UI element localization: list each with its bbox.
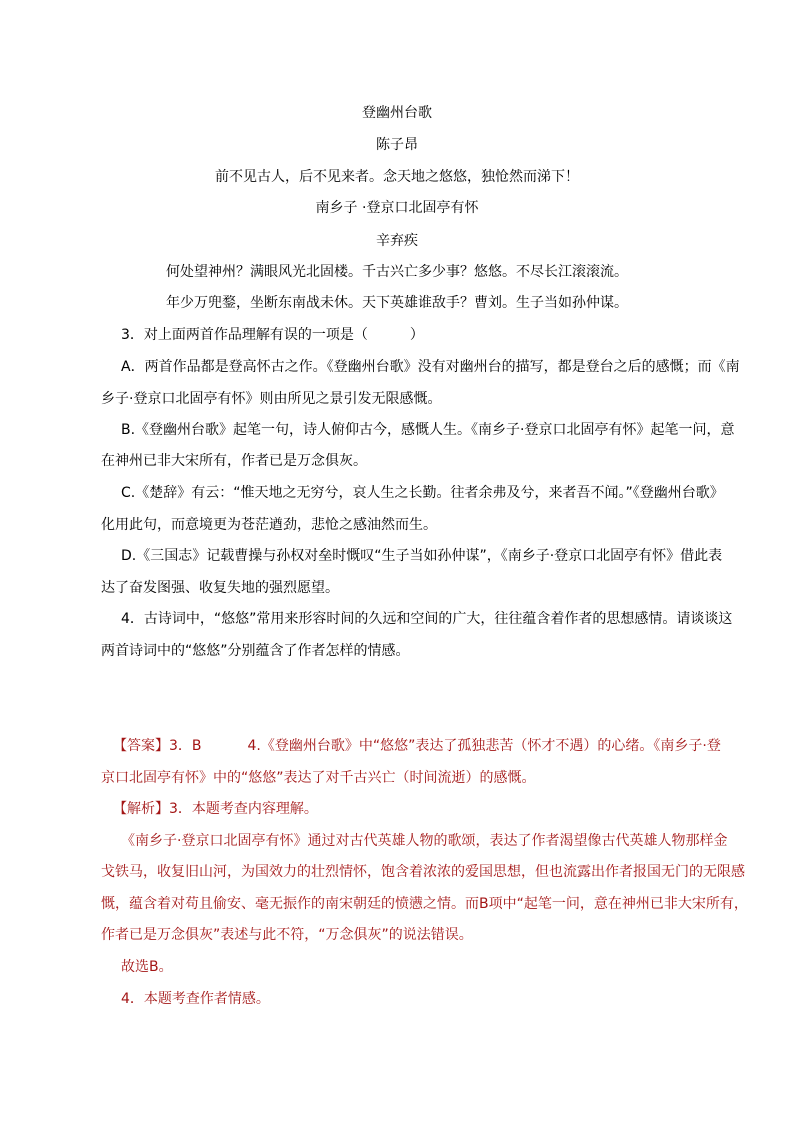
answer-line-1 <box>113 736 721 756</box>
poem2-author: 辛弃疾 <box>376 233 418 249</box>
answer-4-line-2: 京口北固亭有怀》中的“悠悠”表达了对千古兴亡（时间流逝）的感慨。 <box>101 770 536 786</box>
poem1-text: 前不见古人，后不见来者。念天地之悠悠，独怆然而涕下！ <box>215 169 579 185</box>
question-4-line-1: 4．古诗词中，“悠悠”常用来形容时间的久远和空间的广大，往往蕴含着作者的思想感情。请谈谈这 <box>121 611 733 627</box>
question-4-line-2: 两首诗词中的“悠悠”分别蕴含了作者怎样的情感。 <box>101 643 410 659</box>
option-a-line-1: A．两首作品都是登高怀古之作。《登幽州台歌》没有对幽州台的描写，都是登台之后的感慨；而《南 <box>121 359 740 375</box>
option-c-line-2: 化用此句，而意境更为苍茫遒劲，悲怆之感油然而生。 <box>101 517 437 533</box>
answer-3: 3．B <box>169 738 202 754</box>
question-3-stem: 3．对上面两首作品理解有误的一项是（ ） <box>121 327 424 343</box>
analysis-para-line-1: 《南乡子·登京口北固亭有怀》通过对古代英雄人物的歌颂，表达了作者渴望像古代英雄人物那样金 <box>121 833 728 849</box>
analysis-tag: 【解析】 <box>113 801 169 817</box>
poem1-title: 登幽州台歌 <box>362 105 432 121</box>
option-c-line-1: C.《楚辞》有云：“惟天地之无穷兮，哀人生之长勤。往者余弗及兮，来者吾不闻。”《登幽州台歌》 <box>121 485 724 501</box>
option-b-line-2: 在神州已非大宋所有，作者已是万念俱灰。 <box>101 453 367 469</box>
option-a-line-2: 乡子·登京口北固亭有怀》则由所见之景引发无限感慨。 <box>101 391 442 407</box>
poem2-title: 南乡子 ·登京口北固亭有怀 <box>315 200 479 216</box>
answer-4-line-1: 4.《登幽州台歌》中“悠悠”表达了孤独悲苦（怀才不遇）的心绪。《南乡子·登 <box>247 738 721 754</box>
option-d-line-1: D.《三国志》记载曹操与孙权对垒时慨叹“生子当如孙仲谋”，《南乡子·登京口北固亭有怀》借此表 <box>121 548 723 564</box>
analysis-para-line-2: 戈铁马，收复旧山河，为国效力的壮烈情怀，饱含着浓浓的爱国思想，但也流露出作者报国无门的无限感 <box>101 864 745 880</box>
analysis-q4: 4．本题考查作者情感。 <box>121 991 270 1007</box>
analysis-line-1 <box>113 799 318 819</box>
analysis-choose: 故选B。 <box>121 959 173 975</box>
answer-tag: 【答案】 <box>113 738 169 754</box>
option-b-line-1: B.《登幽州台歌》起笔一句，诗人俯仰古今，感慨人生。《南乡子·登京口北固亭有怀》起笔一问，意 <box>121 422 735 438</box>
poem2-line-2: 年少万兜鍪，坐断东南战未休。天下英雄谁敌手？曹刘。生子当如孙仲谋。 <box>166 295 628 311</box>
poem1-author: 陈子昂 <box>376 137 418 153</box>
option-d-line-2: 达了奋发图强、收复失地的强烈愿望。 <box>101 580 339 596</box>
poem2-line-1: 何处望神州？满眼风光北固楼。千古兴亡多少事？悠悠。不尽长江滚滚流。 <box>166 264 628 280</box>
analysis-q3: 3．本题考查内容理解。 <box>169 801 318 817</box>
analysis-para-line-4: 作者已是万念俱灰”表述与此不符，“万念俱灰”的说法错误。 <box>101 927 473 943</box>
analysis-para-line-3: 慨，蕴含着对苟且偷安、毫无振作的南宋朝廷的愤懑之情。而B项中“起笔一问，意在神州已非大宋所有， <box>101 896 748 912</box>
